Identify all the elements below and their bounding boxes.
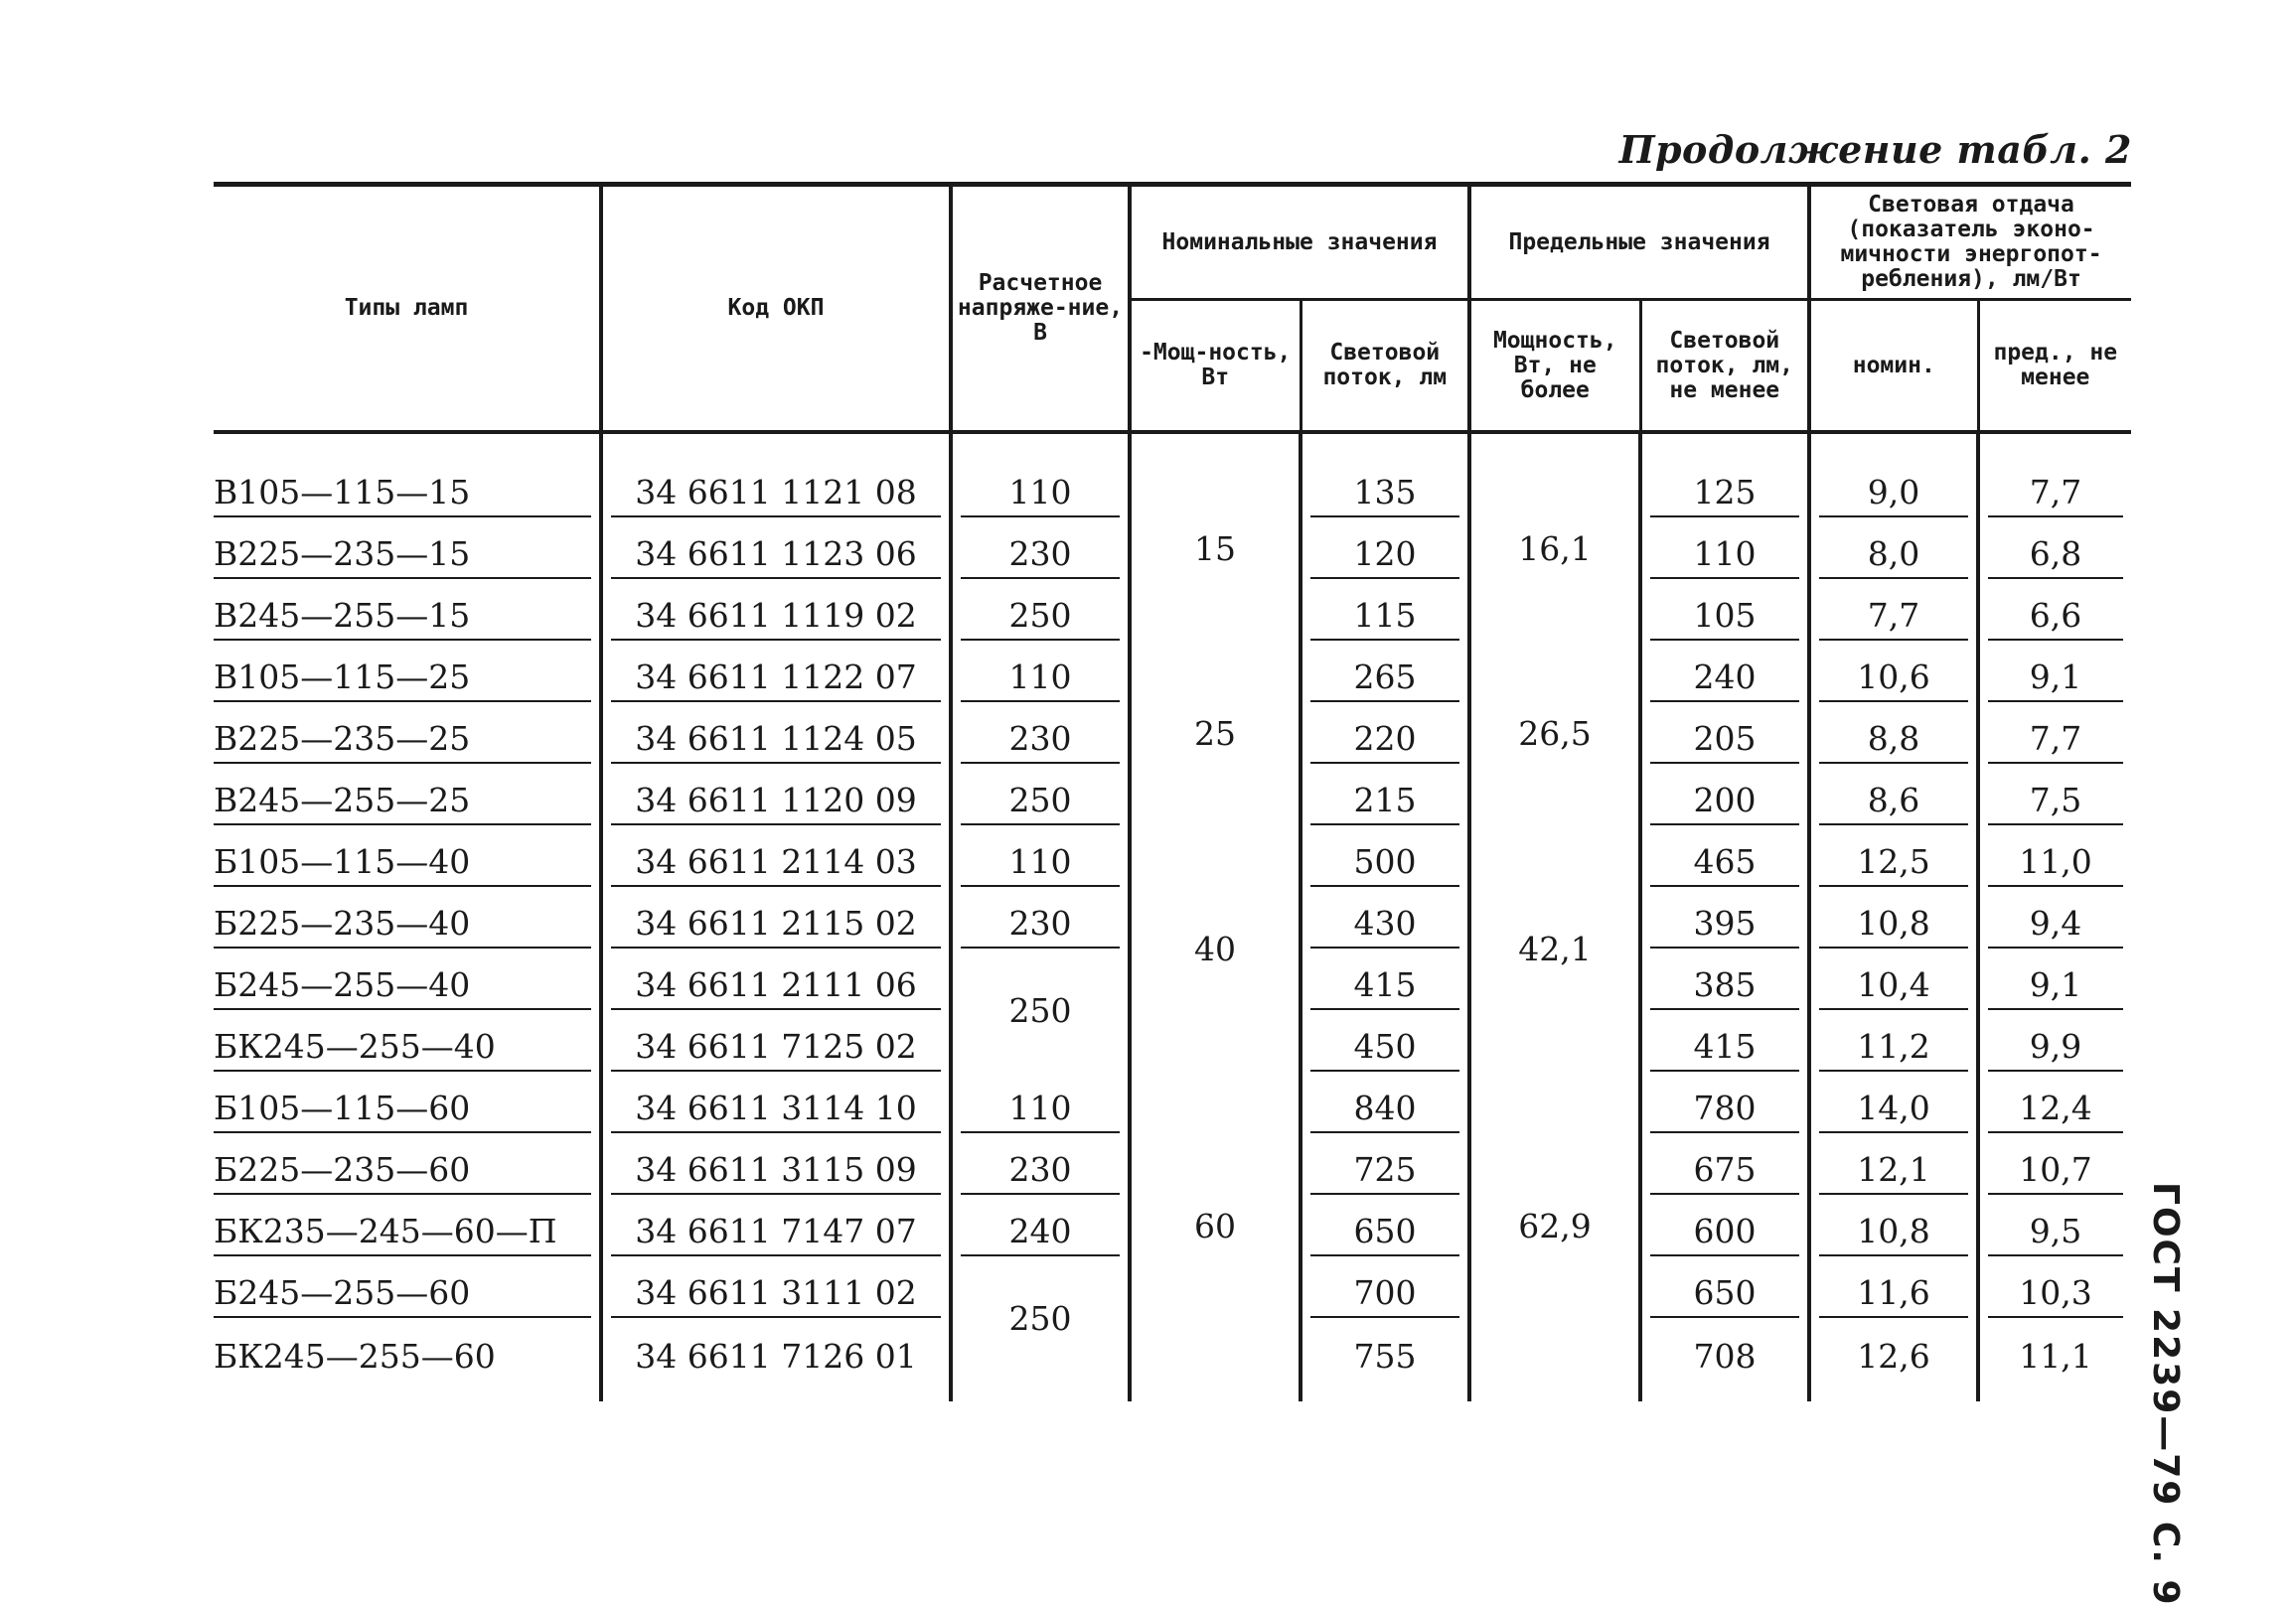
efficacy-min: 12,4 xyxy=(1988,1089,2123,1133)
lamp-type: В225—235—15 xyxy=(214,534,591,579)
nominal-flux: 215 xyxy=(1310,781,1459,825)
efficacy-min: 9,1 xyxy=(1988,965,2123,1010)
table-row xyxy=(214,825,2131,887)
limit-flux: 205 xyxy=(1650,719,1799,764)
nominal-flux: 415 xyxy=(1310,965,1459,1010)
okp-code: 34 6611 3115 09 xyxy=(611,1150,941,1195)
limit-flux: 110 xyxy=(1650,534,1799,579)
lamp-type: БК245—255—60 xyxy=(214,1337,496,1376)
header-luminous-efficacy: Световая отдача (показатель эконо-мичности энергопот-ребления), лм/Вт xyxy=(1809,185,2131,300)
nominal-power: 15 xyxy=(1194,528,1236,568)
nominal-flux: 430 xyxy=(1310,904,1459,949)
efficacy-min: 9,5 xyxy=(1988,1212,2123,1256)
limit-power: 42,1 xyxy=(1518,929,1592,968)
header-okp-code: Код ОКП xyxy=(601,185,951,433)
efficacy-nominal: 10,8 xyxy=(1819,904,1968,949)
lamp-type: В225—235—25 xyxy=(214,719,591,764)
efficacy-min: 7,7 xyxy=(1988,719,2123,764)
limit-flux: 650 xyxy=(1650,1273,1799,1318)
limit-flux: 105 xyxy=(1650,596,1799,641)
lamp-type: В245—255—15 xyxy=(214,596,591,641)
efficacy-min: 6,6 xyxy=(1988,596,2123,641)
limit-flux: 125 xyxy=(1650,473,1799,517)
table-row xyxy=(214,1072,2131,1133)
limit-flux: 395 xyxy=(1650,904,1799,949)
nominal-flux: 500 xyxy=(1310,842,1459,887)
header-limit-power: Мощность, Вт, не более xyxy=(1469,300,1640,433)
nominal-flux: 700 xyxy=(1310,1273,1459,1318)
limit-flux: 780 xyxy=(1650,1089,1799,1133)
limit-power: 62,9 xyxy=(1518,1206,1592,1245)
okp-code: 34 6611 1119 02 xyxy=(611,596,941,641)
okp-code: 34 6611 3114 10 xyxy=(611,1089,941,1133)
nominal-flux: 265 xyxy=(1310,657,1459,702)
limit-power: 16,1 xyxy=(1518,528,1592,568)
limit-flux: 200 xyxy=(1650,781,1799,825)
efficacy-nominal: 11,2 xyxy=(1819,1027,1968,1072)
efficacy-min: 6,8 xyxy=(1988,534,2123,579)
limit-flux: 675 xyxy=(1650,1150,1799,1195)
lamp-type: Б245—255—60 xyxy=(214,1273,591,1318)
voltage: 250 xyxy=(961,781,1120,825)
header-limit-values: Предельные значения xyxy=(1469,185,1809,300)
voltage: 110 xyxy=(961,842,1120,887)
okp-code: 34 6611 7126 01 xyxy=(635,1337,917,1376)
efficacy-min: 7,5 xyxy=(1988,781,2123,825)
voltage: 230 xyxy=(961,719,1120,764)
efficacy-nominal: 9,0 xyxy=(1819,473,1968,517)
efficacy-min: 10,3 xyxy=(1988,1273,2123,1318)
efficacy-min: 9,1 xyxy=(1988,657,2123,702)
nominal-flux: 220 xyxy=(1310,719,1459,764)
voltage-merged: 250 xyxy=(1008,990,1072,1030)
okp-code: 34 6611 1122 07 xyxy=(611,657,941,702)
efficacy-min: 9,4 xyxy=(1988,904,2123,949)
efficacy-nominal: 12,6 xyxy=(1857,1337,1930,1376)
nominal-flux: 840 xyxy=(1310,1089,1459,1133)
nominal-flux: 450 xyxy=(1310,1027,1459,1072)
lamp-type: Б105—115—60 xyxy=(214,1089,591,1133)
limit-power: 26,5 xyxy=(1518,713,1592,753)
lamp-type: Б245—255—40 xyxy=(214,965,591,1010)
limit-flux: 600 xyxy=(1650,1212,1799,1256)
voltage: 250 xyxy=(961,596,1120,641)
efficacy-nominal: 8,8 xyxy=(1819,719,1968,764)
efficacy-nominal: 8,0 xyxy=(1819,534,1968,579)
okp-code: 34 6611 1123 06 xyxy=(611,534,941,579)
nominal-flux: 755 xyxy=(1353,1337,1417,1376)
limit-flux: 415 xyxy=(1650,1027,1799,1072)
efficacy-nominal: 11,6 xyxy=(1819,1273,1968,1318)
lamp-type: БК245—255—40 xyxy=(214,1027,591,1072)
okp-code: 34 6611 2115 02 xyxy=(611,904,941,949)
limit-flux: 240 xyxy=(1650,657,1799,702)
okp-code: 34 6611 7147 07 xyxy=(611,1212,941,1256)
table-row xyxy=(214,456,2131,517)
efficacy-min: 11,0 xyxy=(1988,842,2123,887)
efficacy-nominal: 10,8 xyxy=(1819,1212,1968,1256)
efficacy-nominal: 12,5 xyxy=(1819,842,1968,887)
nominal-flux: 120 xyxy=(1310,534,1459,579)
okp-code: 34 6611 3111 02 xyxy=(611,1273,941,1318)
header-limit-flux: Световой поток, лм, не менее xyxy=(1640,300,1809,433)
header-efficacy-min: пред., не менее xyxy=(1978,300,2131,433)
header-nominal-flux: Световой поток, лм xyxy=(1301,300,1469,433)
okp-code: 34 6611 2114 03 xyxy=(611,842,941,887)
header-nominal-power: -Мощ-ность, Вт xyxy=(1130,300,1301,433)
lamp-type: В245—255—25 xyxy=(214,781,591,825)
efficacy-min: 9,9 xyxy=(1988,1027,2123,1072)
efficacy-min: 7,7 xyxy=(1988,473,2123,517)
nominal-flux: 135 xyxy=(1310,473,1459,517)
efficacy-nominal: 7,7 xyxy=(1819,596,1968,641)
page-footer-standard: ГОСТ 2239—79 С. 9 xyxy=(2145,1182,2186,1607)
efficacy-nominal: 10,6 xyxy=(1819,657,1968,702)
nominal-flux: 725 xyxy=(1310,1150,1459,1195)
lamp-type: В105—115—15 xyxy=(214,473,591,517)
lamp-type: Б225—235—40 xyxy=(214,904,591,949)
voltage-merged: 250 xyxy=(1008,1298,1072,1338)
limit-flux: 465 xyxy=(1650,842,1799,887)
okp-code: 34 6611 1124 05 xyxy=(611,719,941,764)
lamp-specifications-table xyxy=(214,182,2131,1401)
nominal-power: 25 xyxy=(1194,713,1236,753)
okp-code: 34 6611 2111 06 xyxy=(611,965,941,1010)
header-efficacy-nominal: номин. xyxy=(1809,300,1978,433)
voltage: 110 xyxy=(961,1089,1120,1133)
voltage: 110 xyxy=(961,657,1120,702)
header-nominal-values: Номинальные значения xyxy=(1130,185,1469,300)
voltage: 230 xyxy=(961,1150,1120,1195)
efficacy-nominal: 8,6 xyxy=(1819,781,1968,825)
efficacy-nominal: 12,1 xyxy=(1819,1150,1968,1195)
lamp-type: Б225—235—60 xyxy=(214,1150,591,1195)
nominal-power: 40 xyxy=(1194,929,1236,968)
efficacy-nominal: 14,0 xyxy=(1819,1089,1968,1133)
header-voltage: Расчетное напряже-ние, В xyxy=(951,185,1130,433)
limit-flux: 708 xyxy=(1693,1337,1757,1376)
lamp-type: Б105—115—40 xyxy=(214,842,591,887)
nominal-flux: 115 xyxy=(1310,596,1459,641)
header-lamp-type: Типы ламп xyxy=(214,185,601,433)
efficacy-min: 10,7 xyxy=(1988,1150,2123,1195)
voltage: 230 xyxy=(961,904,1120,949)
lamp-type: В105—115—25 xyxy=(214,657,591,702)
voltage: 230 xyxy=(961,534,1120,579)
voltage: 240 xyxy=(961,1212,1120,1256)
limit-flux: 385 xyxy=(1650,965,1799,1010)
efficacy-nominal: 10,4 xyxy=(1819,965,1968,1010)
okp-code: 34 6611 7125 02 xyxy=(611,1027,941,1072)
table-caption: Продолжение табл. 2 xyxy=(1618,127,2132,172)
voltage: 110 xyxy=(961,473,1120,517)
table-row xyxy=(214,641,2131,702)
okp-code: 34 6611 1120 09 xyxy=(611,781,941,825)
efficacy-min: 11,1 xyxy=(2019,1337,2092,1376)
okp-code: 34 6611 1121 08 xyxy=(611,473,941,517)
nominal-flux: 650 xyxy=(1310,1212,1459,1256)
lamp-type: БК235—245—60—П xyxy=(214,1212,591,1256)
nominal-power: 60 xyxy=(1194,1206,1236,1245)
